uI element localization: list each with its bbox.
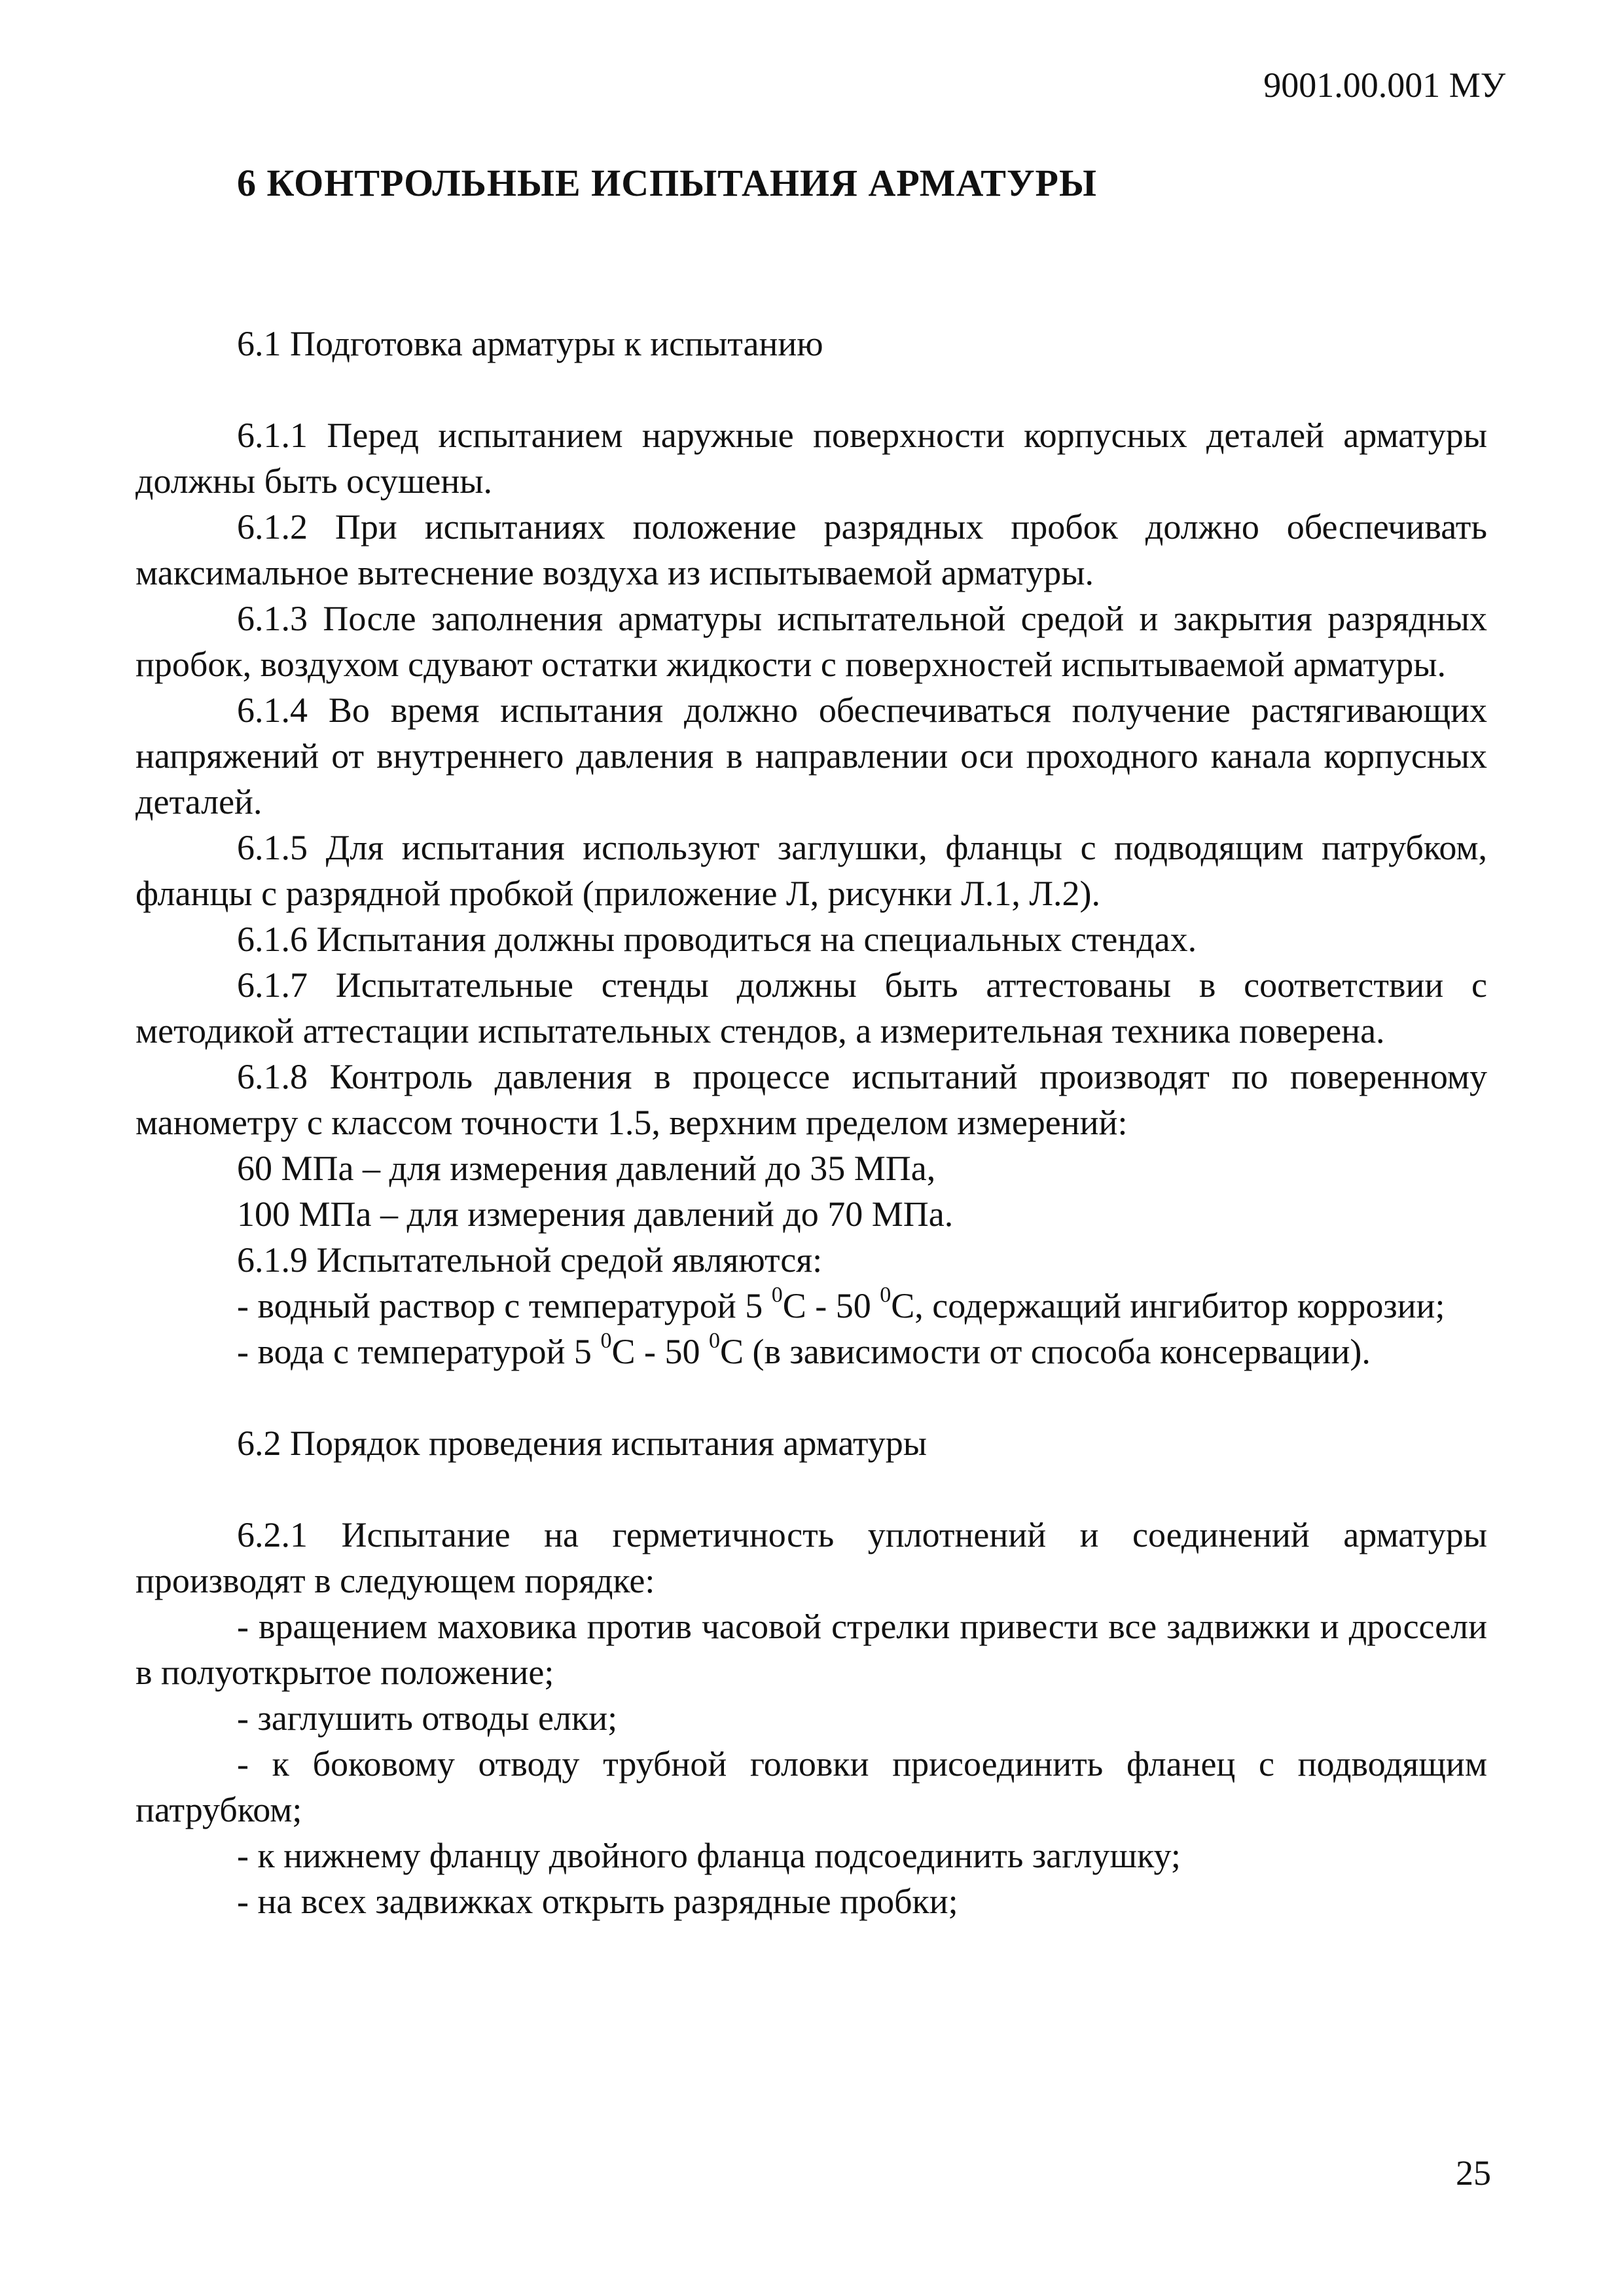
- procedure-step: - вращением маховика против часовой стрелки привести все задвижки и дроссели в полуоткрытое положение;: [135, 1607, 1487, 1692]
- paragraph-6-2-1: 6.2.1 Испытание на герметичность уплотнений и соединений арматуры производят в следующем порядке:: [135, 1515, 1487, 1600]
- medium-1-text-c: С, содержащий ингибитор коррозии;: [891, 1286, 1445, 1325]
- procedure-step: - к боковому отводу трубной головки присоединить фланец с подводящим патрубком;: [135, 1744, 1487, 1829]
- degree-mark: 0: [771, 1283, 783, 1307]
- degree-mark: 0: [708, 1329, 720, 1353]
- page-number: 25: [1456, 2153, 1491, 2193]
- medium-item-1: [135, 1283, 1487, 1329]
- range-100-mpa: 100 МПа – для измерения давлений до 70 МПа.: [237, 1194, 954, 1234]
- paragraph-6-1-8: 6.1.8 Контроль давления в процессе испытаний производят по поверенному манометру с классом точности 1.5, верхним пределом измерений:: [135, 1057, 1487, 1142]
- medium-item-2: [135, 1329, 1487, 1374]
- paragraph-6-1-3: 6.1.3 После заполнения арматуры испытательной средой и закрытия разрядных пробок, воздухом сдувают остатки жидкости с поверхностей испытываемой арматуры.: [135, 599, 1487, 684]
- spacer: [135, 1374, 1487, 1420]
- paragraph-6-1-2: 6.1.2 При испытаниях положение разрядных пробок должно обеспечивать максимальное вытеснение воздуха из испытываемой арматуры.: [135, 507, 1487, 592]
- medium-2-text-a: - вода с температурой 5: [237, 1332, 601, 1371]
- procedure-step: - заглушить отводы елки;: [237, 1698, 618, 1738]
- paragraph-6-1-6: 6.1.6 Испытания должны проводиться на специальных стендах.: [237, 920, 1197, 959]
- paragraph-6-1-5: 6.1.5 Для испытания используют заглушки, фланцы с подводящим патрубком, фланцы с разрядной пробкой (приложение Л, рисунки Л.1, Л.2).: [135, 828, 1487, 913]
- section-title: 6 КОНТРОЛЬНЫЕ ИСПЫТАНИЯ АРМАТУРЫ: [237, 162, 1097, 204]
- subsection-title-6-1: 6.1 Подготовка арматуры к испытанию: [237, 324, 823, 363]
- paragraph-6-1-1: 6.1.1 Перед испытанием наружные поверхности корпусных деталей арматуры должны быть осушены.: [135, 416, 1487, 501]
- medium-1-text-b: С - 50: [782, 1286, 880, 1325]
- procedure-step: - к нижнему фланцу двойного фланца подсоединить заглушку;: [237, 1836, 1181, 1875]
- degree-mark: 0: [600, 1329, 612, 1353]
- document-code: 9001.00.001 МУ: [1263, 65, 1505, 105]
- paragraph-6-1-4: 6.1.4 Во время испытания должно обеспечиваться получение растягивающих напряжений от внутреннего давления в направлении оси проходного канала корпусных деталей.: [135, 691, 1487, 821]
- paragraph-6-1-7: 6.1.7 Испытательные стенды должны быть аттестованы в соответствии с методикой аттестации испытательных стендов, а измерительная техника поверена.: [135, 965, 1487, 1050]
- document-body: [135, 160, 1487, 1924]
- subsection-title-6-2: 6.2 Порядок проведения испытания арматуры: [237, 1424, 928, 1463]
- paragraph-6-1-9: 6.1.9 Испытательной средой являются:: [237, 1240, 823, 1280]
- medium-2-text-b: С - 50: [611, 1332, 709, 1371]
- degree-mark: 0: [880, 1283, 892, 1307]
- medium-2-text-c: С (в зависимости от способа консервации).: [719, 1332, 1371, 1371]
- medium-1-text-a: - водный раствор с температурой 5: [237, 1286, 772, 1325]
- procedure-step: - на всех задвижках открыть разрядные пробки;: [237, 1882, 958, 1921]
- range-60-mpa: 60 МПа – для измерения давлений до 35 МПа,: [237, 1149, 936, 1188]
